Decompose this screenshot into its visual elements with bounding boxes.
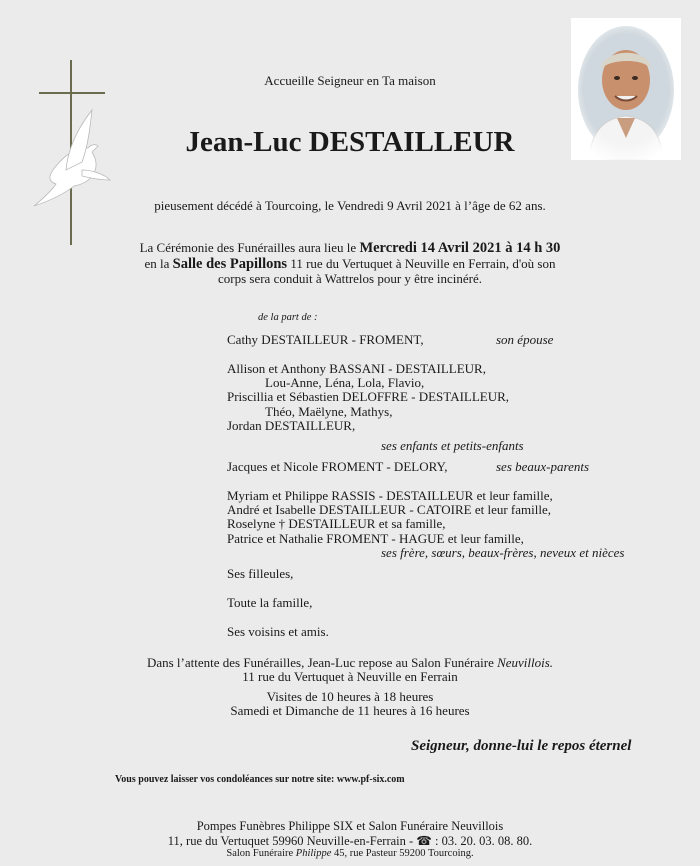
- ceremony-text: La Cérémonie des Funérailles aura lieu le: [139, 240, 357, 255]
- family-line: Jordan DESTAILLEUR,: [227, 418, 356, 433]
- footer-salon: Salon Funéraire: [226, 848, 294, 859]
- ceremony-line-1: [0, 240, 700, 257]
- telephone-icon: ☎: [416, 834, 432, 848]
- condolences-line: Vous pouvez laisser vos condoléances sur notre site: www.pf-six.com: [115, 774, 405, 785]
- repose-line-2: 11 rue du Vertuquet à Neuville en Ferrain: [242, 669, 458, 684]
- prayer: Seigneur, donne-lui le repos éternel: [411, 738, 632, 754]
- family-line: Théo, Maëlyne, Mathys,: [265, 404, 393, 419]
- intro-line: Accueille Seigneur en Ta maison: [264, 73, 436, 88]
- family-line: Allison et Anthony BASSANI - DESTAILLEUR,: [227, 361, 486, 376]
- family-line: André et Isabelle DESTAILLEUR - CATOIRE et leur famille,: [227, 502, 551, 517]
- family-line: Roselyne † DESTAILLEUR et sa famille,: [227, 516, 446, 531]
- ceremony-text: en la: [144, 256, 170, 271]
- footer-phone: : 03. 20. 03. 08. 80.: [435, 834, 533, 848]
- footer-line-3: [0, 848, 700, 859]
- family-role: ses frère, sœurs, beaux-frères, neveux et nièces: [381, 545, 625, 560]
- footer-salon-address: 45, rue Pasteur 59200 Tourcoing.: [333, 848, 474, 859]
- family-line: Patrice et Nathalie FROMENT - HAGUE et leur famille,: [227, 531, 524, 546]
- family-line: Toute la famille,: [227, 595, 313, 610]
- repose-salon: Neuvillois.: [497, 655, 554, 670]
- from-label: de la part de :: [258, 312, 318, 323]
- family-line: Ses voisins et amis.: [227, 624, 329, 639]
- ceremony-line-3: corps sera conduit à Wattrelos pour y être incinéré.: [217, 271, 483, 286]
- ceremony-address: 11 rue du Vertuquet à Neuville en Ferrain, d'où son: [290, 256, 556, 271]
- deceased-name: Jean-Luc DESTAILLEUR: [185, 126, 515, 158]
- ceremony-place: Salle des Papillons: [172, 256, 288, 272]
- footer-address: 11, rue du Vertuquet 59960 Neuville-en-Ferrain -: [167, 834, 414, 848]
- family-line: Myriam et Philippe RASSIS - DESTAILLEUR et leur famille,: [227, 488, 553, 503]
- family-role: son épouse: [496, 332, 554, 347]
- family-line: Jacques et Nicole FROMENT - DELORY,: [227, 459, 448, 474]
- repose-text: Dans l’attente des Funérailles, Jean-Luc repose au Salon Funéraire: [146, 655, 494, 670]
- visits-line-2: Samedi et Dimanche de 11 heures à 16 heures: [230, 703, 470, 718]
- family-line: Cathy DESTAILLEUR - FROMENT,: [227, 332, 424, 347]
- family-role: ses enfants et petits-enfants: [381, 438, 524, 453]
- footer-line-1: Pompes Funèbres Philippe SIX et Salon Funéraire Neuvillois: [196, 819, 504, 833]
- ceremony-date: Mercredi 14 Avril 2021 à 14 h 30: [359, 240, 561, 256]
- footer-line-2: [0, 833, 700, 849]
- family-line: Lou-Anne, Léna, Lola, Flavio,: [265, 375, 425, 390]
- family-role: ses beaux-parents: [496, 459, 590, 474]
- family-line: Priscillia et Sébastien DELOFFRE - DESTAILLEUR,: [227, 389, 510, 404]
- visits-line-1: Visites de 10 heures à 18 heures: [266, 689, 434, 704]
- death-notice: pieusement décédé à Tourcoing, le Vendredi 9 Avril 2021 à l’âge de 62 ans.: [154, 198, 546, 213]
- footer-salon-name: Philippe: [295, 848, 332, 859]
- family-line: Ses filleules,: [227, 566, 294, 581]
